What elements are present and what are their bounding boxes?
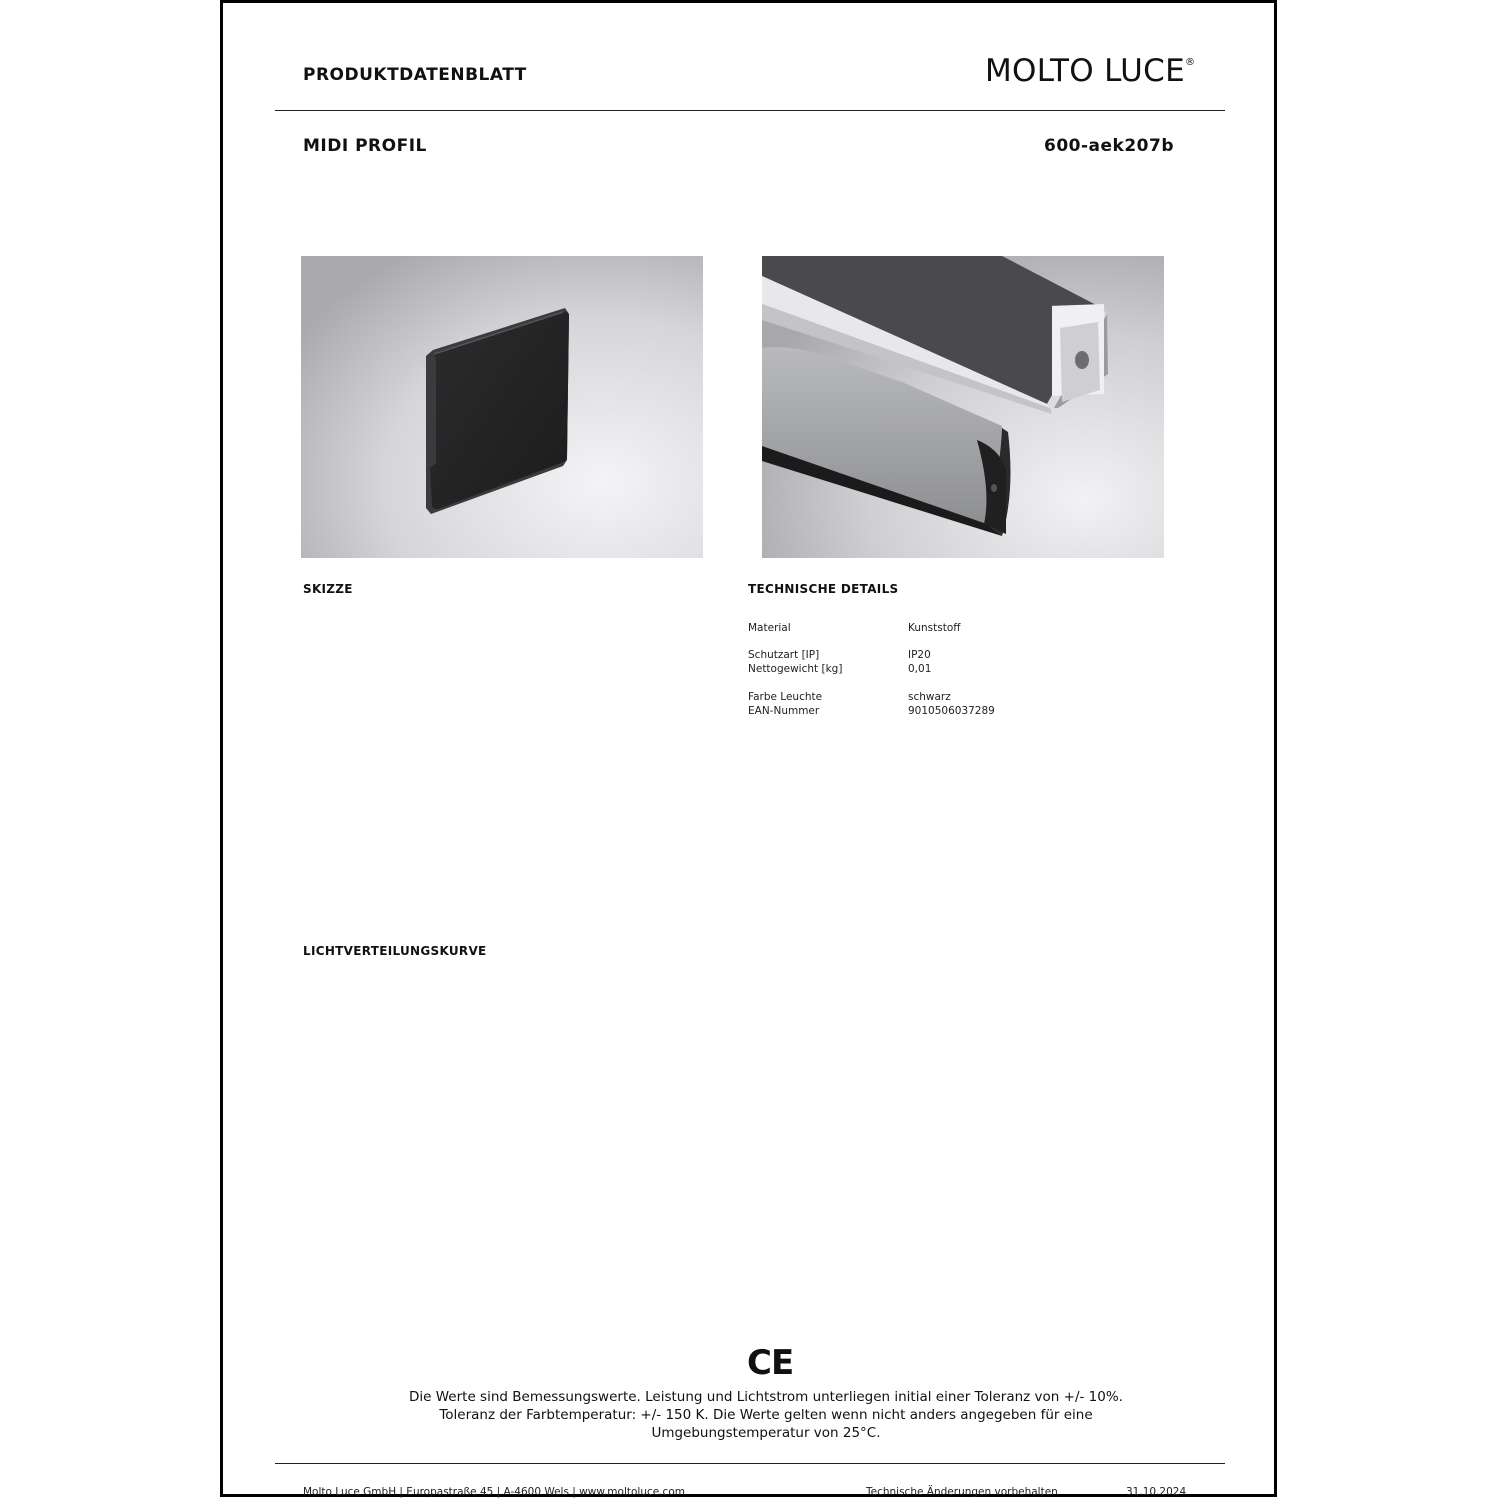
header-divider (275, 110, 1225, 111)
section-technical-details: TECHNISCHE DETAILS (748, 582, 899, 596)
disclaimer (303, 1388, 1229, 1442)
brand-logo (985, 53, 1195, 89)
footer-date: 31.10.2024 (1126, 1486, 1187, 1498)
spec-label: Material (748, 622, 791, 634)
logo-text: MOLTO LUCE (985, 53, 1185, 89)
profile-photo (762, 256, 1164, 558)
disclaimer-line: Umgebungstemperatur von 25°C. (651, 1425, 881, 1441)
footer-notice: Technische Änderungen vorbehalten (866, 1486, 1058, 1498)
registered-mark: ® (1185, 57, 1196, 68)
spec-value: 0,01 (908, 663, 932, 675)
spec-label: Nettogewicht [kg] (748, 663, 843, 675)
spec-value: schwarz (908, 691, 951, 703)
ce-mark-icon: CE (747, 1343, 794, 1383)
spec-value: Kunststoff (908, 622, 961, 634)
spec-label: Farbe Leuchte (748, 691, 823, 703)
section-skizze: SKIZZE (303, 582, 353, 596)
product-code: 600-aek207b (1043, 136, 1174, 156)
document-title: PRODUKTDATENBLATT (303, 65, 527, 85)
disclaimer-line: Toleranz der Farbtemperatur: +/- 150 K. Die Werte gelten wenn nicht anders angegeben für eine (439, 1407, 1093, 1423)
section-light-distribution: LICHTVERTEILUNGSKURVE (303, 944, 487, 958)
datasheet-page (220, 0, 1277, 1497)
spec-label: EAN-Nummer (748, 705, 820, 717)
disclaimer-line: Die Werte sind Bemessungswerte. Leistung und Lichtstrom unterliegen initial einer Toleranz von +/- 10%. (409, 1389, 1123, 1405)
footer-company: Molto Luce GmbH | Europastraße 45 | A-4600 Wels | www.moltoluce.com (303, 1486, 685, 1498)
end-cap-photo (301, 256, 703, 558)
spec-label: Schutzart [IP] (748, 649, 820, 661)
footer-divider (275, 1463, 1225, 1464)
product-name: MIDI PROFIL (303, 136, 427, 156)
spec-value: IP20 (908, 649, 931, 661)
spec-value: 9010506037289 (908, 705, 995, 717)
